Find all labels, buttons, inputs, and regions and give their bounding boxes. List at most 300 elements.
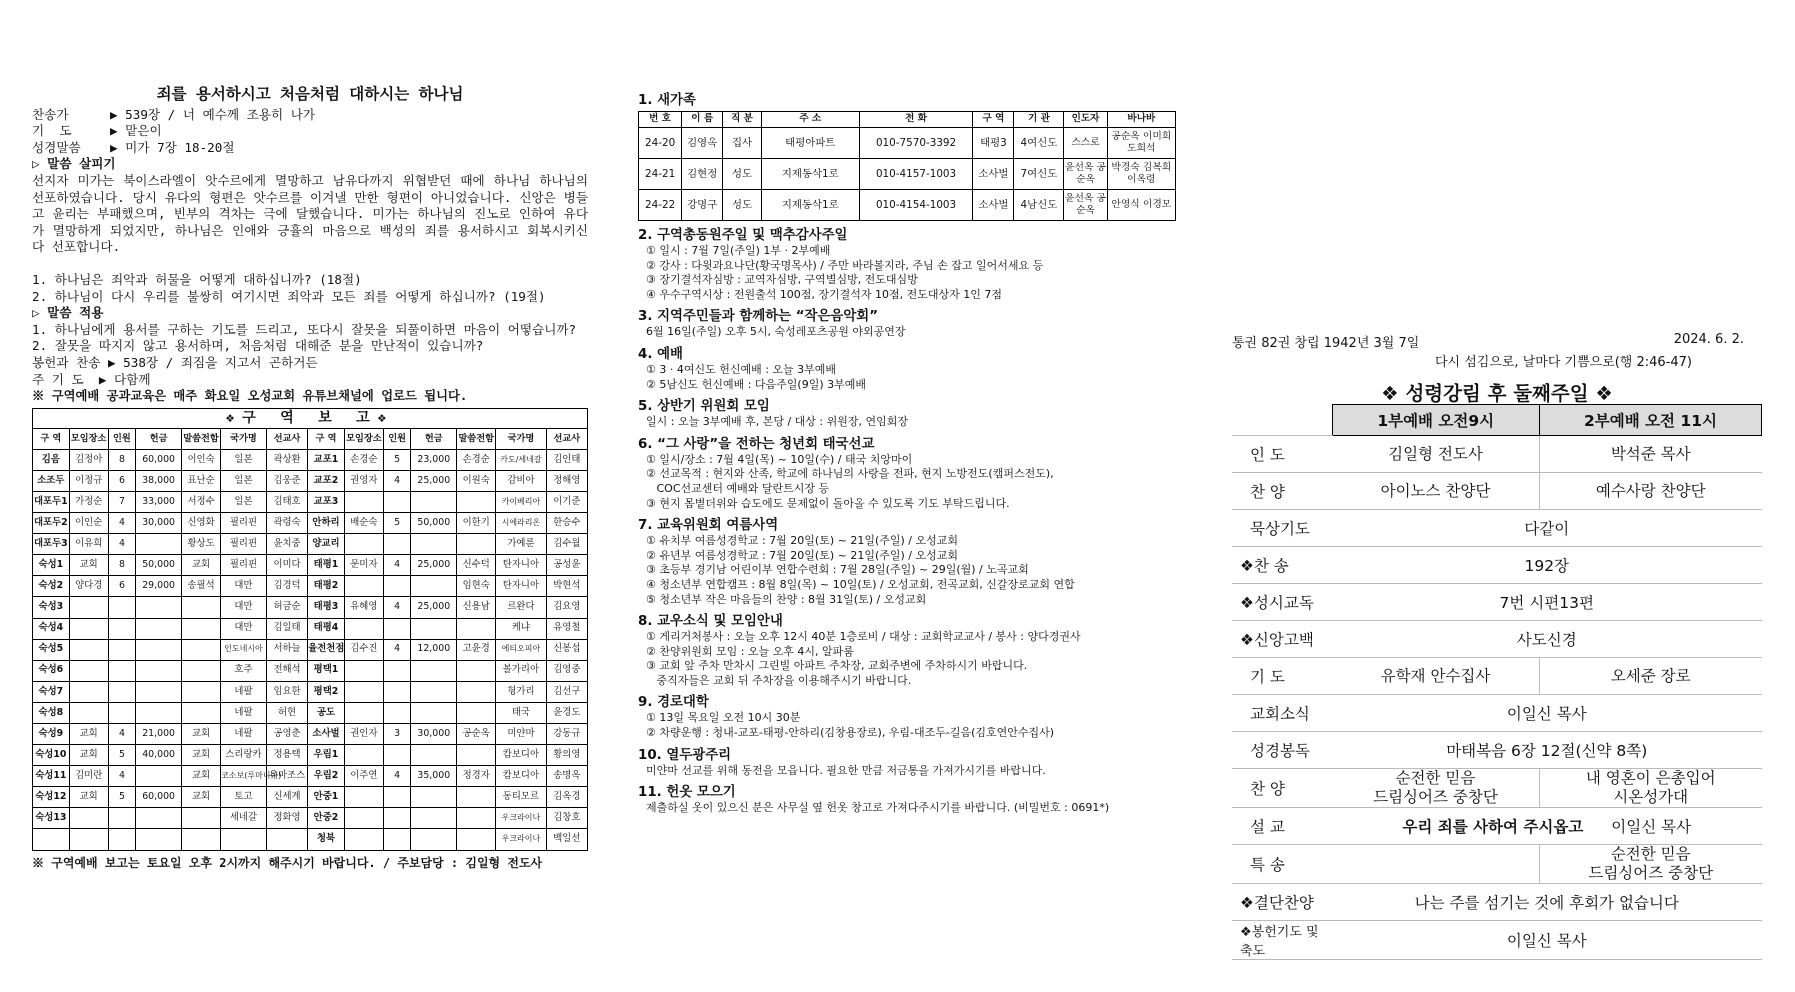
- news-item: ④ 청소년부 연합캠프 : 8월 8일(목) ~ 10일(토) / 오성교회, 전곡교회, 신갈장로교회 연합: [646, 577, 1075, 591]
- report-cell: [457, 491, 496, 512]
- report-cell: 김일태: [266, 618, 307, 639]
- report-cell: 교회: [182, 555, 221, 576]
- report-cell: 태평1: [308, 555, 345, 576]
- worship-service-2: 내 영혼이 은총입어 시온성가대: [1539, 769, 1761, 808]
- news-item: ② 선교목적 : 현지와 산족, 학교에 하나님의 사랑을 전파, 현지 노방전도(캠퍼스전도),: [646, 467, 1054, 481]
- report-cell: 태평2: [308, 576, 345, 597]
- report-cell: [411, 491, 457, 512]
- member-header-cell: 인도자: [1064, 112, 1107, 128]
- sunday-title: ❖ 성령강림 후 둘째주일 ❖: [1381, 382, 1613, 405]
- report-cell: 김영중: [546, 660, 587, 681]
- report-header-cell: 인원: [108, 428, 136, 449]
- report-cell: 가정순: [69, 491, 108, 512]
- worship-label: 묵상기도: [1232, 510, 1332, 547]
- preacher: 이일신 목사: [1611, 818, 1692, 836]
- report-cell: 볼가리아: [496, 660, 546, 681]
- table-row: [33, 470, 588, 491]
- report-cell: [69, 829, 108, 850]
- hymn-row: [32, 123, 588, 140]
- report-cell: 50,000: [136, 555, 182, 576]
- report-cell: [69, 702, 108, 723]
- report-cell: 대만: [221, 597, 267, 618]
- report-cell: 교회: [69, 555, 108, 576]
- report-cell: 인도네시아: [221, 639, 267, 660]
- report-cell: 이인숙: [182, 449, 221, 470]
- report-cell: [383, 787, 411, 808]
- report-cell: [69, 618, 108, 639]
- report-cell: 탄자니아: [496, 555, 546, 576]
- apply-2: 2. 잘못을 따지지 않고 용서하며, 처음처럼 대해준 분을 만난적이 있습니까?: [32, 338, 484, 354]
- report-cell: 윤경도: [546, 702, 587, 723]
- report-cell: 숙성2: [33, 576, 70, 597]
- report-cell: 29,000: [136, 576, 182, 597]
- news-item: ① 게리거처봉사 : 오늘 오후 12시 40분 1층로비 / 대상 : 교회학교교사 / 봉사 : 양다경권사: [646, 630, 1081, 644]
- report-cell: 청북: [308, 829, 345, 850]
- report-cell: 네팔: [221, 724, 267, 745]
- worship-value: 다같이: [1332, 510, 1762, 547]
- worship-label: 인 도: [1232, 436, 1332, 473]
- offering-hymn: 봉헌과 찬송 ▶ 538장 / 죄짐을 지고서 곤하거든: [32, 354, 318, 370]
- report-cell: 미얀마: [496, 724, 546, 745]
- sermon-title: 우리 죄를 사하여 주시옵고: [1402, 818, 1584, 836]
- report-cell: 태국: [496, 702, 546, 723]
- worship-value: 이일신 목사: [1332, 695, 1762, 732]
- worship-order-table: [1232, 404, 1762, 960]
- table-row: [33, 681, 588, 702]
- report-cell: 백일선: [546, 829, 587, 850]
- report-cell: 4: [383, 639, 411, 660]
- report-cell: [108, 829, 136, 850]
- report-cell: [108, 702, 136, 723]
- report-cell: 숙성6: [33, 660, 70, 681]
- report-cell: 박현석: [546, 576, 587, 597]
- report-cell: 신봉섭: [546, 639, 587, 660]
- report-cell: 김정아: [69, 449, 108, 470]
- worship-row: [1232, 769, 1762, 808]
- table-row: [33, 787, 588, 808]
- report-cell: [108, 660, 136, 681]
- report-cell: [221, 829, 267, 850]
- report-cell: [383, 829, 411, 850]
- report-cell: 호주: [221, 660, 267, 681]
- report-cell: 이한기: [457, 513, 496, 534]
- member-cell: 소사벌: [973, 159, 1014, 190]
- question-1: 1. 하나님은 죄악과 허물을 어떻게 대하십니까? (18절): [32, 271, 362, 287]
- report-cell: 교회: [182, 766, 221, 787]
- member-cell: 010-7570-3392: [859, 128, 973, 159]
- devotion-column: [32, 86, 588, 871]
- report-cell: 소조두: [33, 470, 70, 491]
- report-cell: 김선구: [546, 681, 587, 702]
- report-cell: 임현숙: [457, 576, 496, 597]
- report-cell: 21,000: [136, 724, 182, 745]
- report-cell: 숙성5: [33, 639, 70, 660]
- report-cell: 임요한: [266, 681, 307, 702]
- report-cell: [411, 534, 457, 555]
- report-cell: [457, 681, 496, 702]
- bulletin-date: 2024. 6. 2.: [1673, 332, 1744, 347]
- report-cell: 교회: [69, 724, 108, 745]
- member-cell: 소사벌: [973, 190, 1014, 221]
- report-cell: 스리랑카: [221, 745, 267, 766]
- report-cell: 시에라리온: [496, 513, 546, 534]
- report-cell: 동티모르: [496, 787, 546, 808]
- report-cell: 7: [108, 491, 136, 512]
- report-cell: [411, 681, 457, 702]
- worship-value: 192장: [1332, 547, 1762, 584]
- report-cell: [344, 745, 383, 766]
- report-cell: 안중2: [308, 808, 345, 829]
- report-cell: 25,000: [411, 597, 457, 618]
- news-item: ① 일시/장소 : 7월 4일(목) ~ 10일(수) / 태국 치앙마이: [646, 452, 913, 466]
- report-header-cell: 선교사: [546, 428, 587, 449]
- news-item: ② 유년부 여름성경학교 : 7월 20일(토) ~ 21일(주일) / 오성교회: [646, 548, 959, 562]
- report-cell: [69, 808, 108, 829]
- service-1-header: 1부예배 오전9시: [1332, 405, 1539, 436]
- worship-row: [1232, 473, 1762, 510]
- hymn-value: ▶ 맡은이: [110, 123, 162, 139]
- report-cell: 8: [108, 555, 136, 576]
- report-cell: [344, 534, 383, 555]
- news-item: 제출하실 옷이 있으신 분은 사무실 옆 헌옷 창고로 가져다주시기를 바랍니다. (비밀번호 : 0691*): [646, 801, 1110, 815]
- report-cell: 평택2: [308, 681, 345, 702]
- report-cell: [182, 808, 221, 829]
- report-cell: [182, 829, 221, 850]
- report-cell: 배순숙: [344, 513, 383, 534]
- worship-service-2: 오세준 장로: [1539, 658, 1761, 695]
- report-cell: 송명옥: [546, 766, 587, 787]
- table-row: [33, 724, 588, 745]
- report-cell: 공도: [308, 702, 345, 723]
- report-cell: 토고: [221, 787, 267, 808]
- worship-service-2: 순전한 믿음 드림싱어즈 중창단: [1539, 845, 1761, 884]
- report-cell: 4: [383, 597, 411, 618]
- news-heading: 8. 교우소식 및 모임안내: [638, 614, 783, 630]
- member-cell: 지제동삭1로: [761, 159, 859, 190]
- report-cell: 25,000: [411, 555, 457, 576]
- question-2: 2. 하나님이 다시 우리를 불쌍히 여기시면 죄악과 모든 죄를 어떻게 하십니까? (19절): [32, 288, 546, 304]
- worship-value: 7번 시편13편: [1332, 584, 1762, 621]
- member-cell: 안영식 이경모: [1107, 190, 1175, 221]
- table-row: [639, 128, 1176, 159]
- worship-row: [1232, 732, 1762, 769]
- report-cell: 황상도: [182, 534, 221, 555]
- report-cell: [136, 534, 182, 555]
- report-cell: 윤치중: [266, 534, 307, 555]
- member-cell: 공순옥 이미희 도희석: [1107, 128, 1175, 159]
- report-cell: 필리핀: [221, 555, 267, 576]
- news-item: ② 5남신도 헌신예배 : 다음주일(9일) 3부예배: [646, 377, 867, 391]
- member-cell: 김영옥: [682, 128, 723, 159]
- report-cell: 정화영: [266, 808, 307, 829]
- report-cell: 우크라이나: [496, 829, 546, 850]
- report-cell: 안중1: [308, 787, 345, 808]
- report-cell: [383, 576, 411, 597]
- report-cell: [136, 597, 182, 618]
- hymn-label: 기 도: [32, 123, 72, 139]
- hymn-row: [32, 107, 588, 124]
- report-cell: 숙성10: [33, 745, 70, 766]
- report-cell: 4: [108, 513, 136, 534]
- worship-service-1: [1332, 845, 1539, 884]
- report-header-cell: 국가명: [496, 428, 546, 449]
- report-cell: 김웅준: [266, 470, 307, 491]
- report-cell: 유영철: [546, 618, 587, 639]
- news-heading: 7. 교육위원회 여름사역: [638, 518, 779, 534]
- report-cell: 35,000: [411, 766, 457, 787]
- worship-label: ❖성시교독: [1232, 584, 1332, 621]
- table-row: [33, 513, 588, 534]
- report-cell: [383, 491, 411, 512]
- news-item: 6월 16일(주일) 오후 5시, 숙성레포츠공원 야외공연장: [646, 325, 906, 339]
- worship-row: [1232, 884, 1762, 921]
- church-motto: 다시 섬김으로, 날마다 기쁨으로(행 2:46-47): [1434, 355, 1692, 370]
- report-cell: 38,000: [136, 470, 182, 491]
- report-cell: [457, 660, 496, 681]
- report-cell: [108, 808, 136, 829]
- report-cell: 감비아: [496, 470, 546, 491]
- report-cell: 네팔: [221, 702, 267, 723]
- worship-label: 찬 양: [1232, 769, 1332, 808]
- report-cell: 우림1: [308, 745, 345, 766]
- news-heading: 4. 예배: [638, 346, 683, 362]
- report-cell: [108, 597, 136, 618]
- report-cell: 이원숙: [457, 470, 496, 491]
- service-2-header: 2부예배 오전 11시: [1539, 405, 1761, 436]
- report-header-cell: 구 역: [308, 428, 345, 449]
- member-cell: 4남신도: [1014, 190, 1064, 221]
- section-heading-apply: ▷ 말씀 적용: [32, 305, 104, 321]
- report-cell: 김인태: [546, 449, 587, 470]
- report-cell: 고윤경: [457, 639, 496, 660]
- report-cell: 양다경: [69, 576, 108, 597]
- report-cell: 코소보(루마니아): [221, 766, 267, 787]
- report-cell: [383, 681, 411, 702]
- report-cell: 숙성8: [33, 702, 70, 723]
- table-row: [639, 190, 1176, 221]
- report-cell: 대포두1: [33, 491, 70, 512]
- report-cell: [411, 787, 457, 808]
- member-cell: 스스로: [1064, 128, 1107, 159]
- report-cell: 교회: [182, 724, 221, 745]
- report-cell: [182, 681, 221, 702]
- report-cell: 공영춘: [266, 724, 307, 745]
- report-cell: [69, 681, 108, 702]
- table-row: [33, 829, 588, 850]
- report-cell: 숙성1: [33, 555, 70, 576]
- report-cell: 5: [108, 787, 136, 808]
- report-cell: 교포3: [308, 491, 345, 512]
- worship-service-1: 순전한 믿음 드림싱어즈 중창단: [1332, 769, 1539, 808]
- report-header-cell: 모임장소: [344, 428, 383, 449]
- report-cell: 60,000: [136, 449, 182, 470]
- news-item: ② 차량운행 : 청내-교포-태평-안하리(김창용장로), 우림-대조두-길음(김호연안수집사): [646, 726, 1055, 740]
- report-cell: [136, 618, 182, 639]
- report-cell: 교회: [69, 745, 108, 766]
- worship-label: 특 송: [1232, 845, 1332, 884]
- member-cell: 김현정: [682, 159, 723, 190]
- worship-label: ❖찬 송: [1232, 547, 1332, 584]
- member-header-cell: 기 관: [1014, 112, 1064, 128]
- report-cell: 신수덕: [457, 555, 496, 576]
- report-cell: 30,000: [136, 513, 182, 534]
- member-header-cell: 주 소: [761, 112, 859, 128]
- worship-row: [1232, 510, 1762, 547]
- devotion-title: 죄를 용서하시고 처음처럼 대하시는 하나님: [156, 85, 464, 103]
- report-cell: 공순옥: [457, 724, 496, 745]
- news-heading: 3. 지역주민들과 함께하는 “작은음악회”: [638, 309, 879, 325]
- volume-info: 통권 82권 창립 1942년 3월 7일: [1232, 336, 1420, 351]
- report-cell: [457, 534, 496, 555]
- report-cell: 4: [383, 470, 411, 491]
- table-row: [33, 618, 588, 639]
- report-cell: 세네갈: [221, 808, 267, 829]
- report-header-cell: 선교사: [266, 428, 307, 449]
- worship-label: ❖봉헌기도 및 축도: [1232, 921, 1332, 960]
- report-cell: 곽상환: [266, 449, 307, 470]
- worship-row: [1232, 436, 1762, 473]
- report-cell: [383, 660, 411, 681]
- report-cell: 숙성11: [33, 766, 70, 787]
- report-cell: 5: [383, 513, 411, 534]
- worship-value: 사도신경: [1332, 621, 1762, 658]
- report-cell: [182, 597, 221, 618]
- report-cell: 일본: [221, 470, 267, 491]
- report-cell: [457, 787, 496, 808]
- report-cell: [457, 745, 496, 766]
- report-cell: 평택1: [308, 660, 345, 681]
- report-cell: [136, 702, 182, 723]
- report-cell: 40,000: [136, 745, 182, 766]
- report-cell: [69, 660, 108, 681]
- report-cell: 허현: [266, 702, 307, 723]
- report-header-cell: 국가명: [221, 428, 267, 449]
- report-cell: 서하늘: [266, 639, 307, 660]
- report-cell: [383, 808, 411, 829]
- report-cell: [182, 618, 221, 639]
- youtube-note: ※ 구역예배 공과교육은 매주 화요일 오성교회 유튜브채널에 업로드 됩니다.: [32, 389, 468, 404]
- news-item: ① 유치부 여름성경학교 : 7월 20일(토) ~ 21일(주일) / 오성교회: [646, 534, 959, 548]
- member-cell: 4여신도: [1014, 128, 1064, 159]
- report-cell: 우림2: [308, 766, 345, 787]
- report-cell: 교회: [182, 745, 221, 766]
- report-cell: 이주연: [344, 766, 383, 787]
- news-item: ① 13일 목요일 오전 10시 30분: [646, 711, 801, 725]
- report-cell: 황의영: [546, 745, 587, 766]
- report-cell: [411, 829, 457, 850]
- worship-label: 성경봉독: [1232, 732, 1332, 769]
- worship-value: [1332, 808, 1762, 845]
- report-cell: [344, 491, 383, 512]
- report-cell: 서정수: [182, 491, 221, 512]
- table-row: [33, 576, 588, 597]
- member-cell: 010-4154-1003: [859, 190, 973, 221]
- report-cell: 숙성9: [33, 724, 70, 745]
- worship-service-1: 아이노스 찬양단: [1332, 473, 1539, 510]
- news-item: 미얀마 선교를 위해 동전을 모읍니다. 필요한 만큼 저금통을 가져가시기를 바랍니다.: [646, 763, 1046, 777]
- report-cell: 12,000: [411, 639, 457, 660]
- report-cell: 이인순: [69, 513, 108, 534]
- hymn-value: ▶ 539장 / 너 예수께 조용히 나가: [110, 106, 316, 122]
- member-cell: 24-21: [639, 159, 682, 190]
- worship-row: [1232, 695, 1762, 732]
- report-cell: 4: [108, 766, 136, 787]
- hymn-label: 성경말씀: [32, 139, 81, 155]
- news-list: [638, 227, 1178, 816]
- worship-row: [1232, 808, 1762, 845]
- report-cell: 일본: [221, 491, 267, 512]
- report-cell: 김태호: [266, 491, 307, 512]
- member-header-cell: 직 분: [723, 112, 762, 128]
- report-cell: [266, 829, 307, 850]
- report-cell: 정해영: [546, 470, 587, 491]
- news-item: 중직자들은 교회 뒤 주차장을 이용해주시기 바랍니다.: [646, 673, 912, 687]
- report-cell: 정경자: [457, 766, 496, 787]
- member-header-cell: 번 호: [639, 112, 682, 128]
- report-cell: [411, 618, 457, 639]
- report-header-cell: 인원: [383, 428, 411, 449]
- member-cell: 강명구: [682, 190, 723, 221]
- report-header-cell: 말씀전함: [457, 428, 496, 449]
- report-cell: 태평3: [308, 597, 345, 618]
- worship-service-1: 유학재 안수집사: [1332, 658, 1539, 695]
- member-header-cell: 바나바: [1107, 112, 1175, 128]
- hymn-label: 찬송가: [32, 106, 69, 122]
- member-cell: 24-22: [639, 190, 682, 221]
- new-family-table: [638, 111, 1176, 221]
- report-cell: [383, 618, 411, 639]
- report-cell: 김창호: [546, 808, 587, 829]
- report-cell: 50,000: [411, 513, 457, 534]
- report-cell: 김요영: [546, 597, 587, 618]
- report-cell: 대포두2: [33, 513, 70, 534]
- worship-row: [1232, 584, 1762, 621]
- report-cell: [69, 639, 108, 660]
- report-cell: 손경순: [457, 449, 496, 470]
- news-item: ① 일시 : 7월 7일(주일) 1부 · 2부예배: [646, 244, 831, 257]
- member-cell: 윤선옥 공순옥: [1064, 159, 1107, 190]
- report-cell: 3: [383, 724, 411, 745]
- report-cell: 율전천점: [308, 639, 345, 660]
- report-cell: 4: [383, 555, 411, 576]
- report-cell: [411, 745, 457, 766]
- member-cell: 집사: [723, 128, 762, 159]
- report-cell: 이유희: [69, 534, 108, 555]
- worship-row: [1232, 658, 1762, 695]
- table-row: [33, 808, 588, 829]
- report-cell: 르완다: [496, 597, 546, 618]
- news-heading: 10. 열두광주리: [638, 747, 732, 763]
- report-cell: [457, 808, 496, 829]
- report-cell: 에티오피아: [496, 639, 546, 660]
- news-item: ② 찬양위원회 모임 : 오늘 오후 4시, 알파룸: [646, 644, 854, 658]
- news-item: ③ 교회 앞 주차 만차시 그린빌 아파트 주차장, 교회주변에 주차하시기 바랍니다.: [646, 659, 1028, 673]
- report-cell: [457, 702, 496, 723]
- report-cell: [136, 660, 182, 681]
- news-item: ③ 초등부 경기남 어린이부 연합수련회 : 7월 28일(주일) ~ 29일(월) / 노곡교회: [646, 563, 1029, 577]
- report-cell: 김경덕: [266, 576, 307, 597]
- report-cell: [344, 618, 383, 639]
- worship-service-1: 김일형 전도사: [1332, 436, 1539, 473]
- report-cell: 탄자니아: [496, 576, 546, 597]
- report-cell: 대만: [221, 576, 267, 597]
- report-cell: 교포2: [308, 470, 345, 491]
- report-cell: [383, 745, 411, 766]
- report-cell: 숙성12: [33, 787, 70, 808]
- news-heading: 2. 구역총동원주일 및 맥추감사주일: [638, 228, 848, 243]
- report-header-cell: 구 역: [33, 428, 70, 449]
- report-cell: 8: [108, 449, 136, 470]
